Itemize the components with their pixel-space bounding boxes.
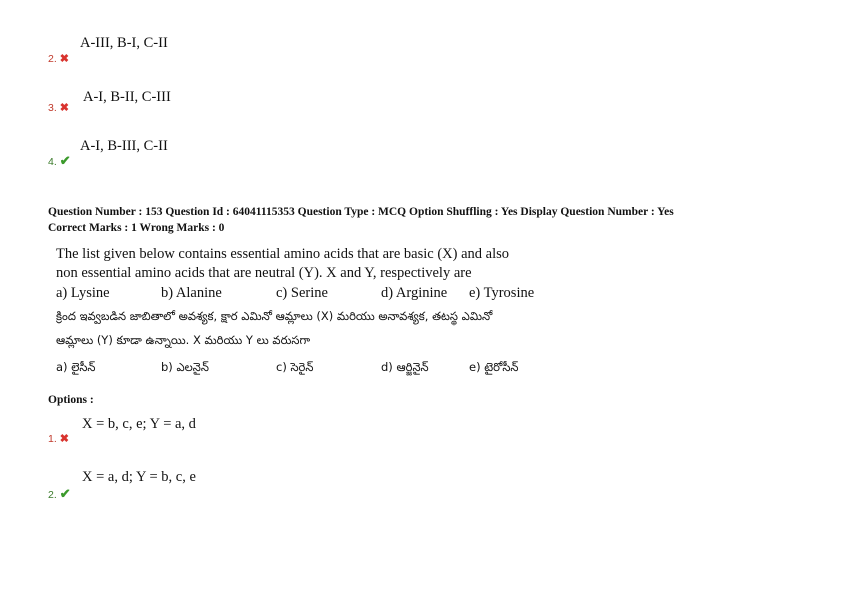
cross-icon: ✖: [59, 53, 69, 65]
option-number-row: [48, 429, 69, 447]
prev-option-number-row: [48, 49, 69, 67]
option-number: 1.: [48, 433, 57, 445]
prev-option-text: A-III, B-I, C-II: [80, 35, 168, 51]
question-item: e) Tyrosine: [469, 285, 535, 301]
question-item: b) Alanine: [161, 285, 222, 301]
prev-option-text: A-I, B-II, C-III: [83, 89, 171, 105]
cross-icon: ✖: [59, 433, 69, 445]
question-item: a) Lysine: [56, 285, 110, 301]
check-icon: ✔: [59, 153, 71, 168]
cross-icon: ✖: [59, 102, 69, 114]
question-text-telugu-line: ఆమ్లాలు (Y) కూడా ఉన్నాయి. X మరియు Y లు వరుసగా: [56, 333, 311, 347]
option-number-row: [48, 485, 71, 503]
question-item: d) Arginine: [381, 285, 448, 301]
prev-option-text: A-I, B-III, C-II: [80, 138, 168, 154]
options-label: Options :: [48, 394, 94, 406]
question-text-line: The list given below contains essential amino acids that are basic (X) and also: [56, 246, 509, 262]
question-item-telugu: a) లైసీన్: [56, 360, 96, 374]
option-text: X = b, c, e; Y = a, d: [82, 416, 196, 432]
prev-option-number: 3.: [48, 102, 57, 114]
question-text-line: non essential amino acids that are neutral (Y). X and Y, respectively are: [56, 265, 472, 281]
option-number: 2.: [48, 489, 57, 501]
check-icon: ✔: [59, 486, 71, 501]
prev-option-number-row: [48, 98, 69, 116]
question-text-telugu-line: క్రింద ఇవ్వబడిన జాబితాలో అవశ్యక, క్షార ఎమినో ఆమ్లాలు (X) మరియు అనావశ్యక, తటస్థ ఎమినో: [56, 309, 493, 323]
question-meta: Question Number : 153 Question Id : 64041115353 Question Type : MCQ Option Shuffling : Yes Display Question Number : Yes: [48, 206, 674, 218]
prev-option-number: 2.: [48, 53, 57, 65]
question-item-telugu: d) ఆర్జినైన్: [381, 360, 429, 374]
question-item-telugu: e) టైరోసీన్: [469, 360, 519, 374]
question-marks: Correct Marks : 1 Wrong Marks : 0: [48, 222, 225, 234]
question-item-telugu: b) ఎలనైన్: [161, 360, 209, 374]
prev-option-number: 4.: [48, 156, 57, 168]
option-text: X = a, d; Y = b, c, e: [82, 469, 196, 485]
prev-option-number-row: [48, 152, 71, 170]
question-item-telugu: c) సెరైన్: [276, 360, 314, 374]
question-item: c) Serine: [276, 285, 328, 301]
